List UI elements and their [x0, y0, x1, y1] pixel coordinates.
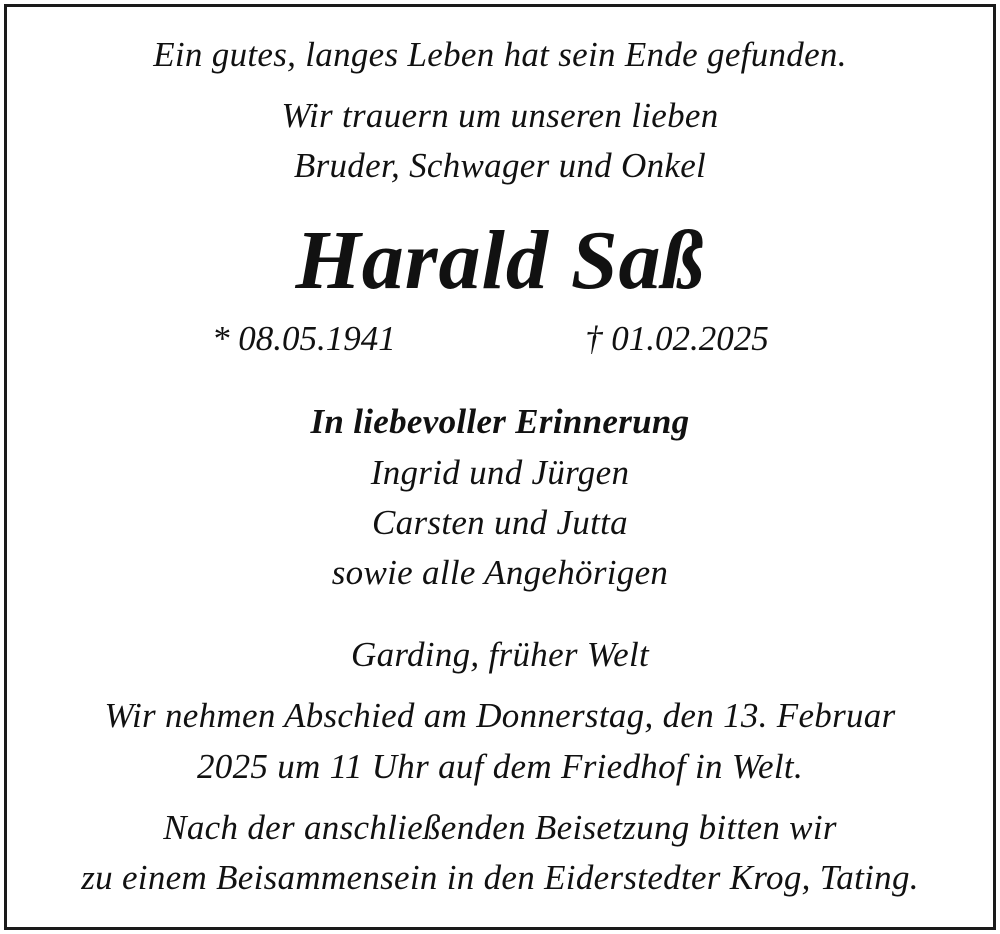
mourner-line: Ingrid und Jürgen — [370, 453, 630, 492]
place-text: Garding, früher Welt — [351, 635, 649, 674]
intro-text: Ein gutes, langes Leben hat sein Ende gefunden. — [153, 35, 847, 74]
mourner-line: Carsten und Jutta — [372, 503, 628, 542]
deceased-name: Harald Saß — [295, 214, 705, 307]
birth-date: * 08.05.1941 — [212, 319, 396, 358]
mourning-line-2: Bruder, Schwager und Onkel — [293, 146, 707, 185]
death-date: † 01.02.2025 — [585, 319, 769, 358]
mourner-line: sowie alle Angehörigen — [331, 553, 669, 592]
mourning-line-1: Wir trauern um unseren lieben — [281, 96, 719, 135]
memory-heading: In liebevoller Erinnerung — [310, 402, 690, 441]
gathering-line-1: Nach der anschließenden Beisetzung bitten wir — [163, 808, 837, 847]
farewell-line-2: 2025 um 11 Uhr auf dem Friedhof in Welt. — [197, 747, 803, 786]
farewell-line-1: Wir nehmen Abschied am Donnerstag, den 13. Februar — [104, 696, 896, 735]
gathering-line-2: zu einem Beisammensein in den Eiderstedter Krog, Tating. — [81, 858, 919, 897]
obituary-notice — [4, 4, 996, 930]
